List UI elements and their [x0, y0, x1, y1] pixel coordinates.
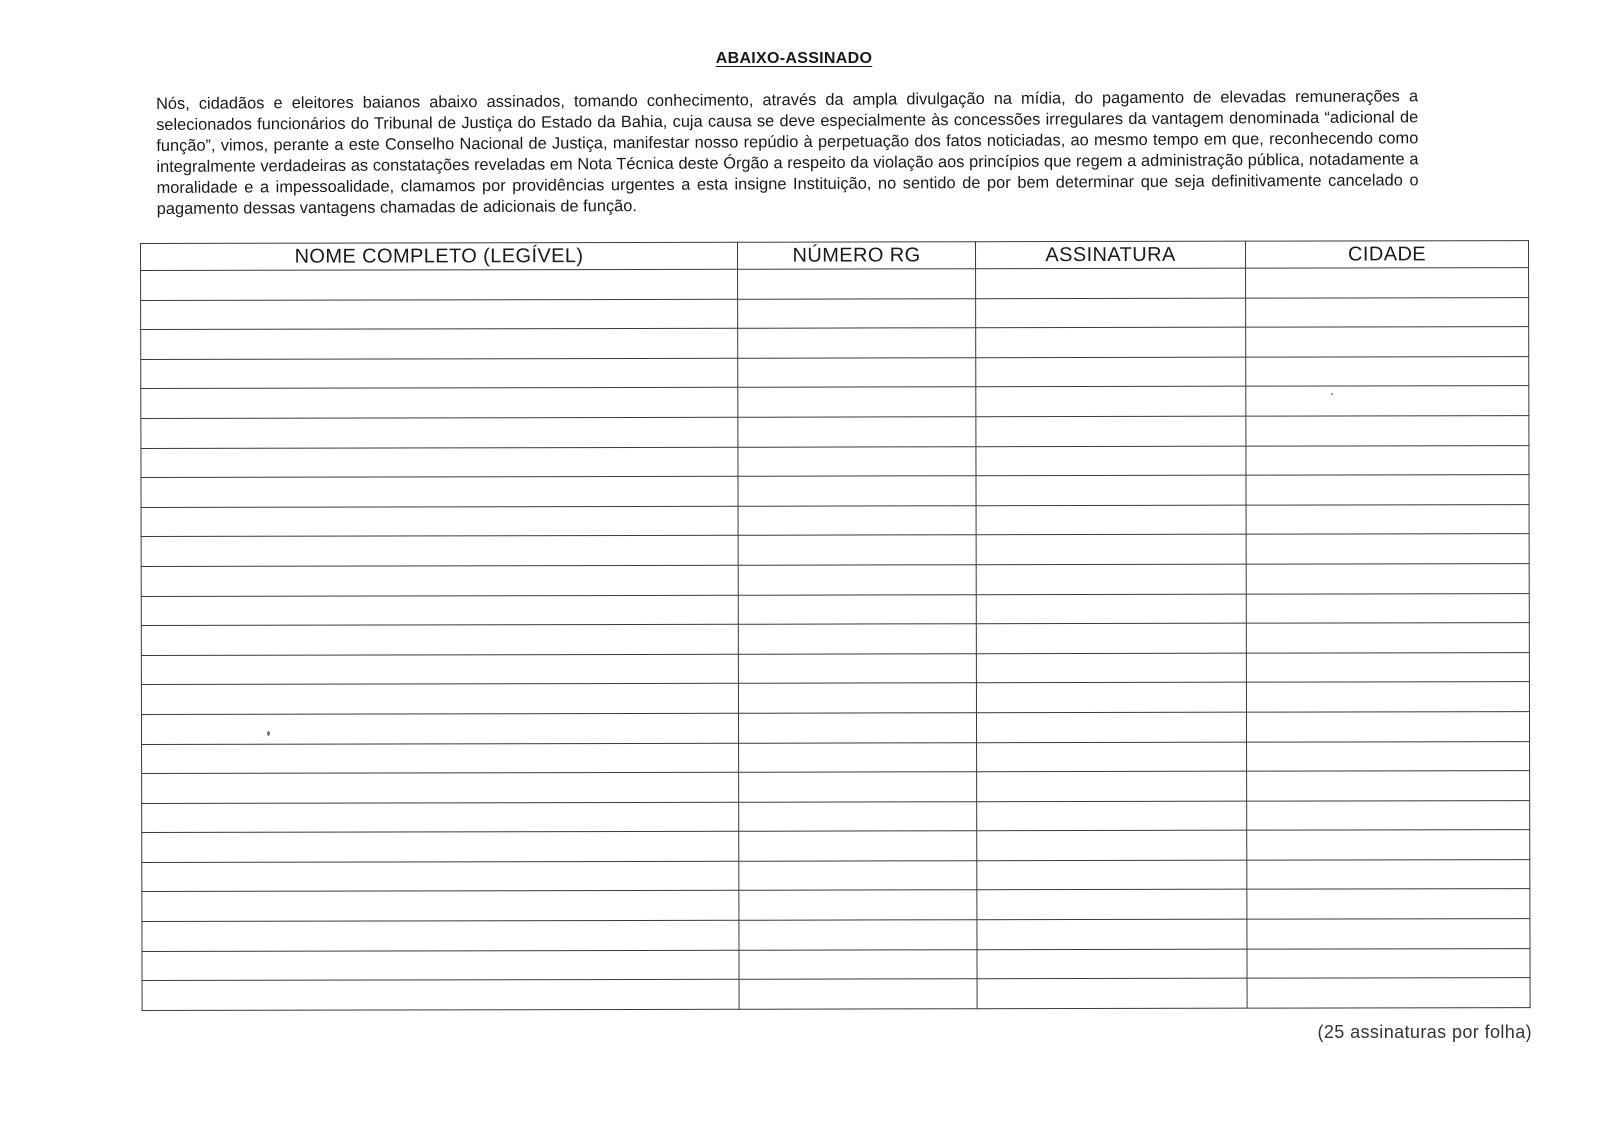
city-cell[interactable] — [1247, 859, 1530, 889]
signature-row — [141, 564, 1529, 597]
rg-number-cell[interactable] — [738, 594, 976, 624]
rg-number-cell[interactable] — [739, 979, 977, 1009]
rg-number-cell[interactable] — [738, 387, 976, 417]
full-name-cell[interactable] — [141, 476, 738, 507]
full-name-cell[interactable] — [141, 684, 738, 715]
rg-number-cell[interactable] — [739, 949, 977, 979]
full-name-cell[interactable] — [142, 832, 739, 863]
full-name-cell[interactable] — [141, 358, 738, 389]
city-cell[interactable] — [1246, 386, 1529, 416]
signature-cell[interactable] — [976, 712, 1246, 742]
rg-number-cell[interactable] — [739, 772, 977, 802]
signature-row — [141, 386, 1529, 419]
signature-row — [142, 919, 1530, 952]
signature-cell[interactable] — [977, 860, 1247, 890]
city-cell[interactable] — [1246, 593, 1529, 623]
signature-row — [141, 534, 1529, 567]
rg-number-cell[interactable] — [738, 653, 976, 683]
rg-number-cell[interactable] — [738, 417, 976, 447]
signature-row — [141, 327, 1529, 360]
city-cell[interactable] — [1246, 416, 1529, 446]
signature-row — [141, 652, 1529, 685]
signature-cell[interactable] — [976, 653, 1246, 683]
full-name-cell[interactable] — [142, 802, 739, 833]
signature-cell[interactable] — [976, 505, 1246, 535]
signature-row — [141, 297, 1529, 330]
scan-speck — [1331, 393, 1333, 395]
full-name-cell[interactable] — [141, 299, 738, 330]
city-cell[interactable] — [1246, 268, 1529, 298]
full-name-cell[interactable] — [141, 447, 738, 478]
city-cell[interactable] — [1246, 327, 1529, 357]
signature-cell[interactable] — [976, 682, 1246, 712]
rg-number-cell[interactable] — [738, 505, 976, 535]
full-name-cell[interactable] — [142, 891, 739, 922]
signature-cell[interactable] — [976, 416, 1246, 446]
signature-row — [142, 800, 1530, 833]
city-cell[interactable] — [1247, 830, 1530, 860]
signature-sheet — [140, 240, 1530, 1023]
signature-row — [142, 771, 1530, 804]
rg-number-cell[interactable] — [738, 358, 976, 388]
signature-row — [142, 889, 1530, 922]
rg-number-cell[interactable] — [738, 713, 976, 743]
full-name-cell[interactable] — [142, 950, 739, 981]
signature-row — [141, 475, 1529, 508]
rg-number-cell[interactable] — [738, 328, 976, 358]
signature-row — [141, 504, 1529, 537]
rg-number-cell[interactable] — [738, 565, 976, 595]
full-name-cell[interactable] — [141, 328, 738, 359]
full-name-cell[interactable] — [141, 654, 738, 685]
rg-number-cell[interactable] — [738, 269, 976, 299]
signature-cell[interactable] — [976, 387, 1246, 417]
signature-cell[interactable] — [976, 475, 1246, 505]
signature-row — [142, 948, 1530, 981]
rg-number-cell[interactable] — [739, 920, 977, 950]
city-cell[interactable] — [1246, 445, 1529, 475]
rg-number-cell[interactable] — [738, 446, 976, 476]
signature-row — [141, 682, 1529, 715]
signature-row — [141, 593, 1529, 626]
signatures-per-sheet-note: (25 assinaturas por folha) — [1317, 1022, 1532, 1042]
signature-row — [141, 711, 1529, 744]
full-name-cell[interactable] — [142, 743, 739, 774]
city-cell[interactable] — [1247, 800, 1530, 830]
city-cell[interactable] — [1247, 889, 1530, 919]
city-cell[interactable] — [1247, 741, 1530, 771]
document-title — [0, 50, 1588, 68]
signature-table — [140, 240, 1531, 1011]
rg-number-cell[interactable] — [738, 535, 976, 565]
signature-row — [141, 416, 1529, 449]
petition-intro-paragraph: Nós, cidadãos e eleitores baianos abaixo assinados, tomando conhecimento, através da ampla divulgação na mídia, do pagamento de elevadas remunerações a selecionados funcionários do Tribunal de Justiça do Estado da Bahia, cuja causa se deve especialmente às concessões irregulares da vantagem denominada “adicional de função”, vimos, perante a este Conselho Nacional de Justiça, manifestar nosso repúdio à perpetuação dos fatos noticiadas, ao mesmo tempo em que, reconhecendo como integralmente verdadeiras as constatações reveladas em Nota Técnica deste Órgão a respeito da violação aos princípios que regem a administração pública, notadamente a moralidade e a impessoalidade, clamamos por providências urgentes a esta insigne Instituição, no sentido de por bem determinar que seja definitivamente cancelado o pagamento dessas vantagens chamadas de adicionais de função. — [156, 87, 1419, 218]
column-header-signature: ASSINATURA — [975, 241, 1245, 269]
signature-cell[interactable] — [976, 623, 1246, 653]
full-name-cell[interactable] — [142, 861, 739, 892]
full-name-cell[interactable] — [141, 624, 738, 655]
city-cell[interactable] — [1246, 534, 1529, 564]
city-cell[interactable] — [1247, 948, 1530, 978]
scan-speck — [267, 731, 270, 736]
signature-cell[interactable] — [977, 801, 1247, 831]
full-name-cell[interactable] — [141, 506, 738, 537]
full-name-cell[interactable] — [142, 772, 739, 803]
rg-number-cell[interactable] — [738, 683, 976, 713]
rg-number-cell[interactable] — [739, 861, 977, 891]
signature-row — [142, 830, 1530, 863]
city-cell[interactable] — [1246, 297, 1529, 327]
full-name-cell[interactable] — [141, 417, 738, 448]
signature-cell[interactable] — [976, 357, 1246, 387]
signature-table-body — [141, 268, 1531, 1011]
city-cell[interactable] — [1246, 564, 1529, 594]
signature-cell[interactable] — [977, 949, 1247, 979]
rg-number-cell[interactable] — [738, 624, 976, 654]
signature-row — [141, 268, 1529, 301]
column-header-full-name: NOME COMPLETO (LEGÍVEL) — [141, 242, 738, 270]
city-cell[interactable] — [1246, 475, 1529, 505]
signature-row — [142, 978, 1530, 1011]
rg-number-cell[interactable] — [739, 742, 977, 772]
rg-number-cell[interactable] — [739, 890, 977, 920]
signature-cell[interactable] — [976, 564, 1246, 594]
city-cell[interactable] — [1246, 504, 1529, 534]
signature-row — [141, 623, 1529, 656]
city-cell[interactable] — [1246, 652, 1529, 682]
signature-cell[interactable] — [977, 919, 1247, 949]
column-header-city: CIDADE — [1245, 241, 1528, 269]
signature-cell[interactable] — [977, 742, 1247, 772]
rg-number-cell[interactable] — [738, 476, 976, 506]
signature-row — [142, 741, 1530, 774]
city-cell[interactable] — [1246, 623, 1529, 653]
signature-row — [141, 445, 1529, 478]
city-cell[interactable] — [1247, 771, 1530, 801]
signature-cell[interactable] — [977, 978, 1247, 1008]
signature-cell[interactable] — [977, 771, 1247, 801]
city-cell[interactable] — [1247, 919, 1530, 949]
signature-cell[interactable] — [976, 298, 1246, 328]
signature-cell[interactable] — [977, 890, 1247, 920]
document-title-text: ABAIXO-ASSINADO — [715, 50, 873, 67]
full-name-cell[interactable] — [141, 713, 738, 744]
signature-cell[interactable] — [976, 327, 1246, 357]
full-name-cell[interactable] — [141, 565, 738, 596]
city-cell[interactable] — [1246, 711, 1529, 741]
full-name-cell[interactable] — [142, 920, 739, 951]
full-name-cell[interactable] — [142, 979, 739, 1010]
rg-number-cell[interactable] — [738, 298, 976, 328]
signature-cell[interactable] — [976, 535, 1246, 565]
rg-number-cell[interactable] — [739, 831, 977, 861]
full-name-cell[interactable] — [141, 536, 738, 567]
signature-cell[interactable] — [976, 446, 1246, 476]
signature-table-header — [141, 241, 1529, 271]
full-name-cell[interactable] — [141, 388, 738, 419]
signature-row — [142, 859, 1530, 892]
full-name-cell[interactable] — [141, 595, 738, 626]
city-cell[interactable] — [1247, 978, 1530, 1008]
rg-number-cell[interactable] — [739, 801, 977, 831]
signature-cell[interactable] — [976, 594, 1246, 624]
city-cell[interactable] — [1246, 682, 1529, 712]
signature-cell[interactable] — [977, 830, 1247, 860]
signature-row — [141, 356, 1529, 389]
column-header-rg-number: NÚMERO RG — [737, 242, 975, 269]
full-name-cell[interactable] — [141, 269, 738, 300]
city-cell[interactable] — [1246, 356, 1529, 386]
signature-cell[interactable] — [976, 268, 1246, 298]
